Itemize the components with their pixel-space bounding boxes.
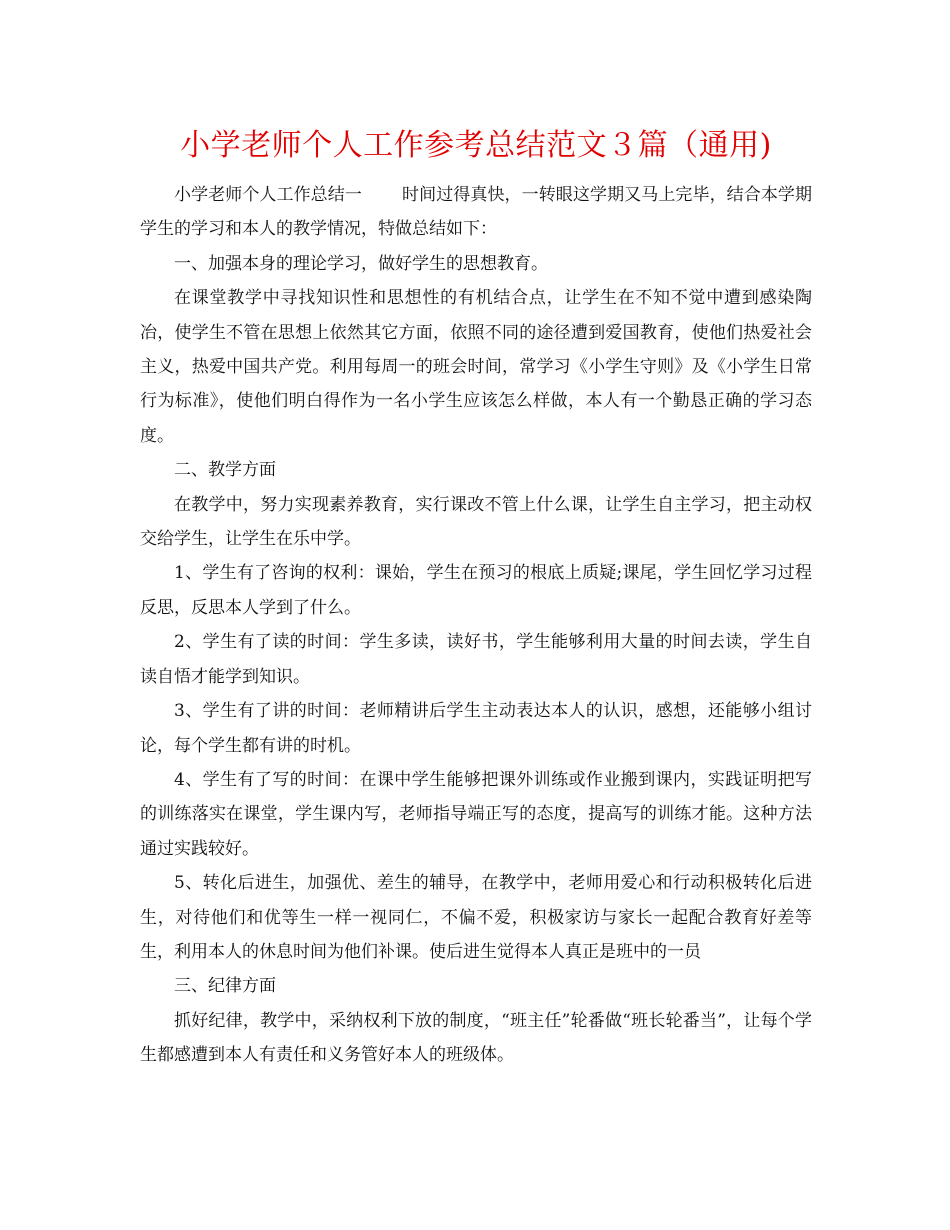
section-heading: 二、教学方面	[174, 460, 276, 481]
intro-text: 时间过得真快，一转眼这学期又马上完毕，结合本学期学生的学习和本人的教学情况，特做总结如下：	[140, 185, 813, 240]
paragraph: 在课堂教学中寻找知识性和思想性的有机结合点，让学生在不知不觉中遭到感染陶冶，使学生不管在思想上依然其它方面，依照不同的途径遭到爱国教育，使他们热爱社会主义，热爱中国共产党。利用每周一的班会时间，常学习《小学生守则》及《小学生日常行为标准》，使他们明白得作为一名小学生应该怎么样做，本人有一个勤恳正确的学习态度。	[140, 288, 812, 446]
document-page	[140, 122, 812, 1073]
intro-lead: 小学老师个人工作总结一	[174, 185, 362, 205]
section-heading: 一、加强本身的理论学习，做好学生的思想教育。	[174, 253, 548, 274]
section-heading: 三、纪律方面	[174, 976, 276, 997]
paragraph: 抓好纪律，教学中，采纳权利下放的制度，“班主任”轮番做“班长轮番当”，让每个学生都感遭到本人有责任和义务管好本人的班级体。	[140, 1010, 812, 1066]
paragraph: 在教学中，努力实现素养教育，实行课改不管上什么课，让学生自主学习，把主动权交给学生，让学生在乐中学。	[140, 494, 812, 550]
document-title: 小学老师个人工作参考总结范文３篇（通用)	[180, 128, 772, 163]
list-item: 5、转化后进生，加强优、差生的辅导，在教学中，老师用爱心和行动积极转化后进生，对待他们和优等生一样一视同仁，不偏不爱，积极家访与家长一起配合教育好差等生，利用本人的休息时间为他们补课。使后进生觉得本人真正是班中的一员	[140, 873, 812, 962]
list-item: 2、学生有了读的时间：学生多读，读好书，学生能够利用大量的时间去读，学生自读自悟才能学到知识。	[140, 632, 812, 687]
list-item: 3、学生有了讲的时间：老师精讲后学生主动表达本人的认识，感想，还能够小组讨论，每个学生都有讲的时机。	[140, 701, 812, 756]
paragraph-intro	[140, 178, 812, 247]
list-item: 4、学生有了写的时间：在课中学生能够把课外训练或作业搬到课内，实践证明把写的训练落实在课堂，学生课内写，老师指导端正写的态度，提高写的训练才能。这种方法通过实践较好。	[140, 769, 812, 859]
list-item: 1、学生有了咨询的权利：课始，学生在预习的根底上质疑;课尾，学生回忆学习过程反思，反思本人学到了什么。	[140, 563, 812, 618]
